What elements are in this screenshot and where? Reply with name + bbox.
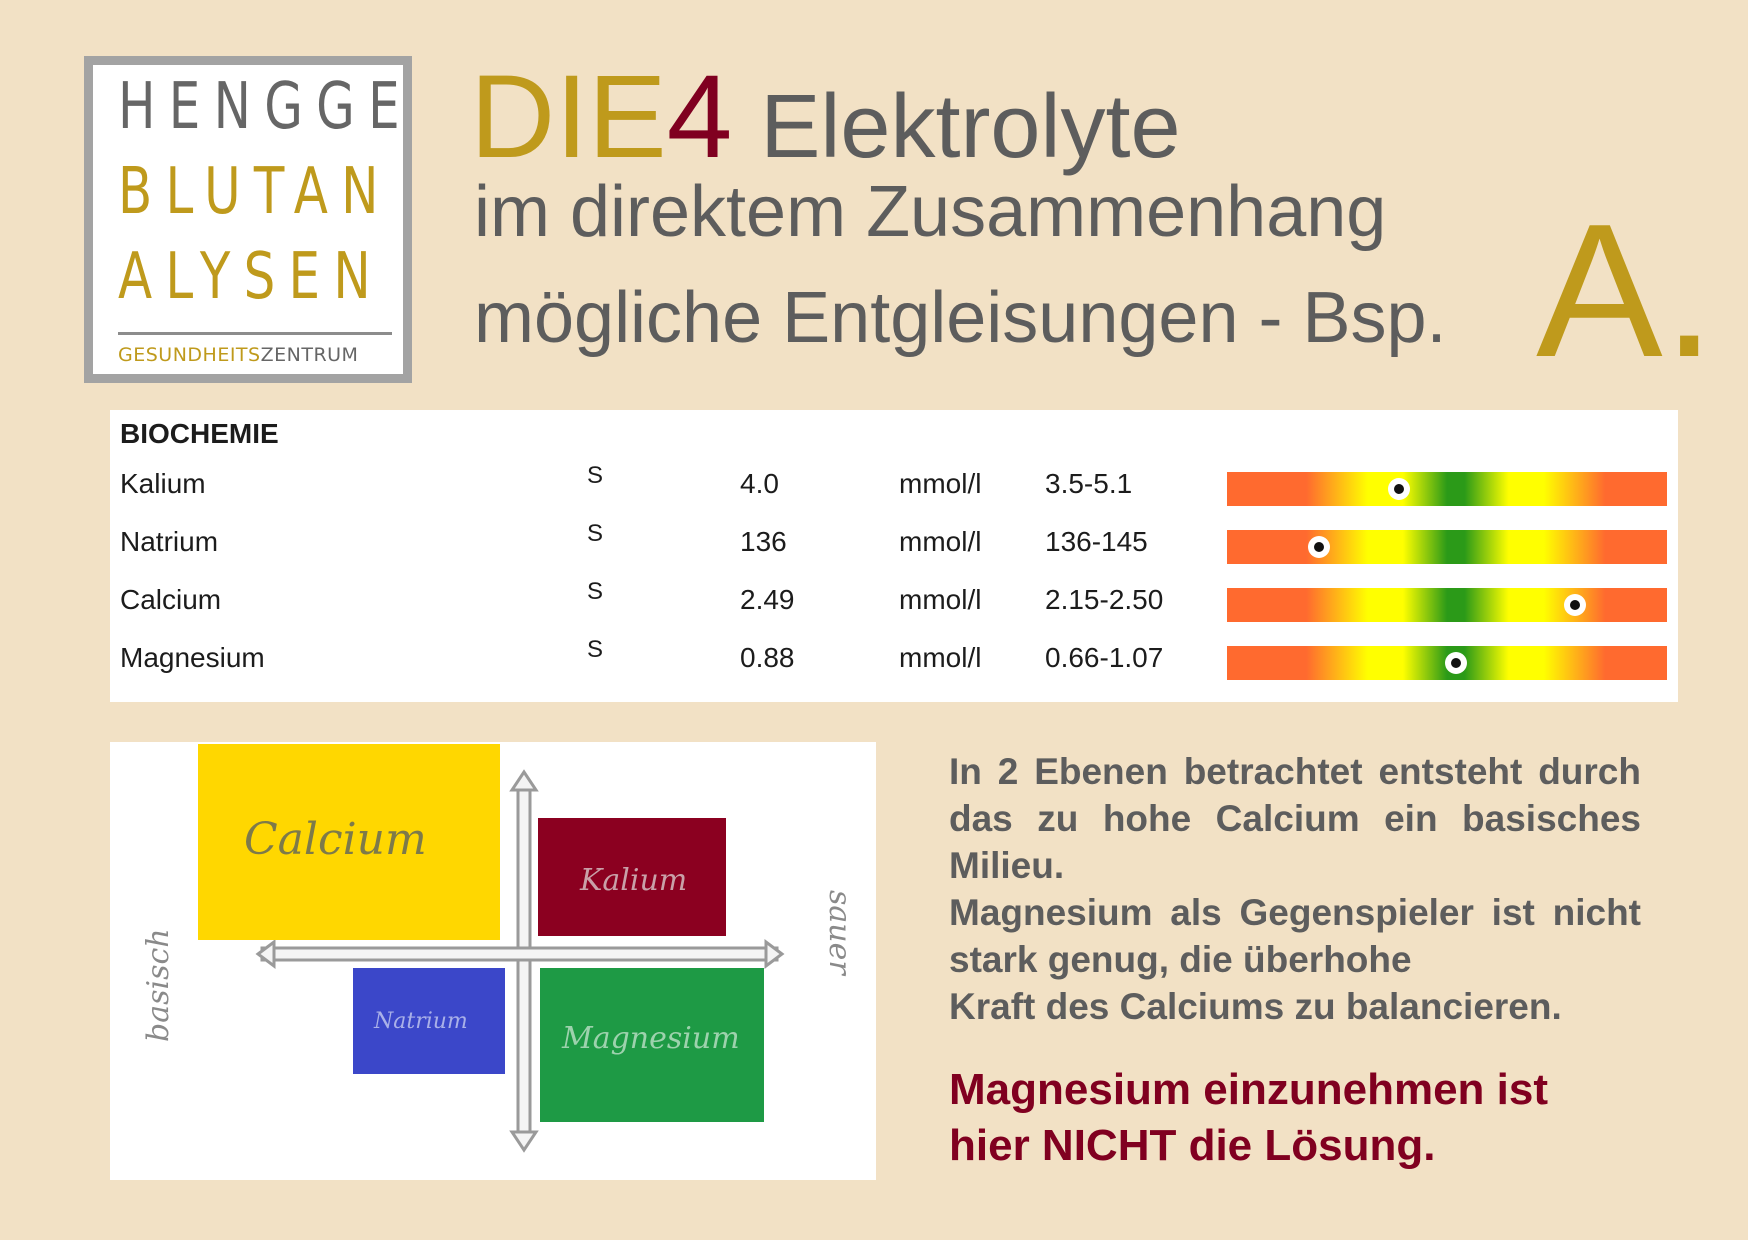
row-material: S: [587, 636, 604, 663]
range-marker: [1388, 478, 1410, 500]
row-unit: mmol/l: [899, 526, 982, 557]
range-bar: [1227, 530, 1667, 564]
electrolyte-sketch: [110, 742, 876, 1180]
row-reference: 3.5-5.1: [1045, 468, 1133, 499]
explanation-paragraph-3: Kraft des Calciums zu balancieren.: [949, 986, 1562, 1027]
logo-sub-b: ZENTRUM: [260, 344, 359, 366]
kalium-label: Kalium: [580, 863, 688, 898]
range-marker: [1564, 594, 1586, 616]
explanation-paragraph-1: In 2 Ebenen betrachtet entsteht durch das zu hohe Calcium ein basisches Milieu.: [949, 751, 1641, 886]
row-reference: 2.15-2.50: [1045, 584, 1164, 615]
row-material: S: [587, 520, 604, 547]
row-value: 4.0: [740, 468, 779, 499]
range-bar: [1227, 588, 1667, 622]
row-value: 136: [740, 526, 787, 557]
sketch-svg: [110, 742, 876, 1180]
range-marker: [1308, 536, 1330, 558]
subtitle-line-2: mögliche Entgleisungen - Bsp.: [474, 278, 1447, 358]
lab-heading: BIOCHEMIE: [120, 418, 279, 449]
conclusion-text: [949, 1062, 1669, 1174]
logo-line-2: BLUTAN: [118, 155, 392, 229]
example-letter: A.: [1536, 185, 1716, 397]
logo-sub-a: GESUNDHEITS: [118, 344, 261, 366]
explanation-text: [949, 748, 1641, 1030]
logo-line-1: HENGGE: [118, 70, 413, 144]
row-unit: mmol/l: [899, 468, 982, 499]
range-bar: [1227, 646, 1667, 680]
conclusion-line-2: hier NICHT die Lösung.: [949, 1121, 1436, 1170]
logo-line-3: ALYSEN: [118, 240, 384, 314]
range-bar: [1227, 472, 1667, 506]
conclusion-line-1: Magnesium einzunehmen ist: [949, 1065, 1548, 1114]
subtitle-line-1: im direktem Zusammenhang: [474, 172, 1387, 252]
table-row: [110, 634, 1678, 684]
row-reference: 136-145: [1045, 526, 1148, 557]
row-value: 0.88: [740, 642, 795, 673]
basisch-label: basisch: [141, 928, 176, 1042]
sauer-label: sauer: [822, 890, 857, 975]
title-four: 4: [666, 51, 733, 183]
row-value: 2.49: [740, 584, 795, 615]
row-name: Calcium: [120, 584, 222, 615]
row-unit: mmol/l: [899, 642, 982, 673]
range-marker: [1445, 652, 1467, 674]
row-reference: 0.66-1.07: [1045, 642, 1164, 673]
table-row: [110, 460, 1678, 510]
row-name: Kalium: [120, 468, 206, 499]
logo: [84, 56, 412, 383]
lab-table: [110, 410, 1678, 702]
natrium-label: Natrium: [374, 1009, 468, 1034]
row-name: Natrium: [120, 526, 219, 557]
calcium-label: Calcium: [244, 814, 427, 865]
title-die: DIE: [470, 51, 667, 183]
logo-subtitle: [118, 344, 358, 366]
row-material: S: [587, 462, 604, 489]
page-title: [470, 51, 1181, 183]
title-elektrolyte: Elektrolyte: [760, 77, 1181, 177]
magnesium-label: Magnesium: [562, 1021, 740, 1056]
logo-rule: [118, 332, 392, 335]
table-row: [110, 518, 1678, 568]
row-name: Magnesium: [120, 642, 265, 673]
row-unit: mmol/l: [899, 584, 982, 615]
row-material: S: [587, 578, 604, 605]
table-row: [110, 576, 1678, 626]
explanation-paragraph-2: Magnesium als Gegenspieler ist nicht stark genug, die überhohe: [949, 892, 1641, 980]
